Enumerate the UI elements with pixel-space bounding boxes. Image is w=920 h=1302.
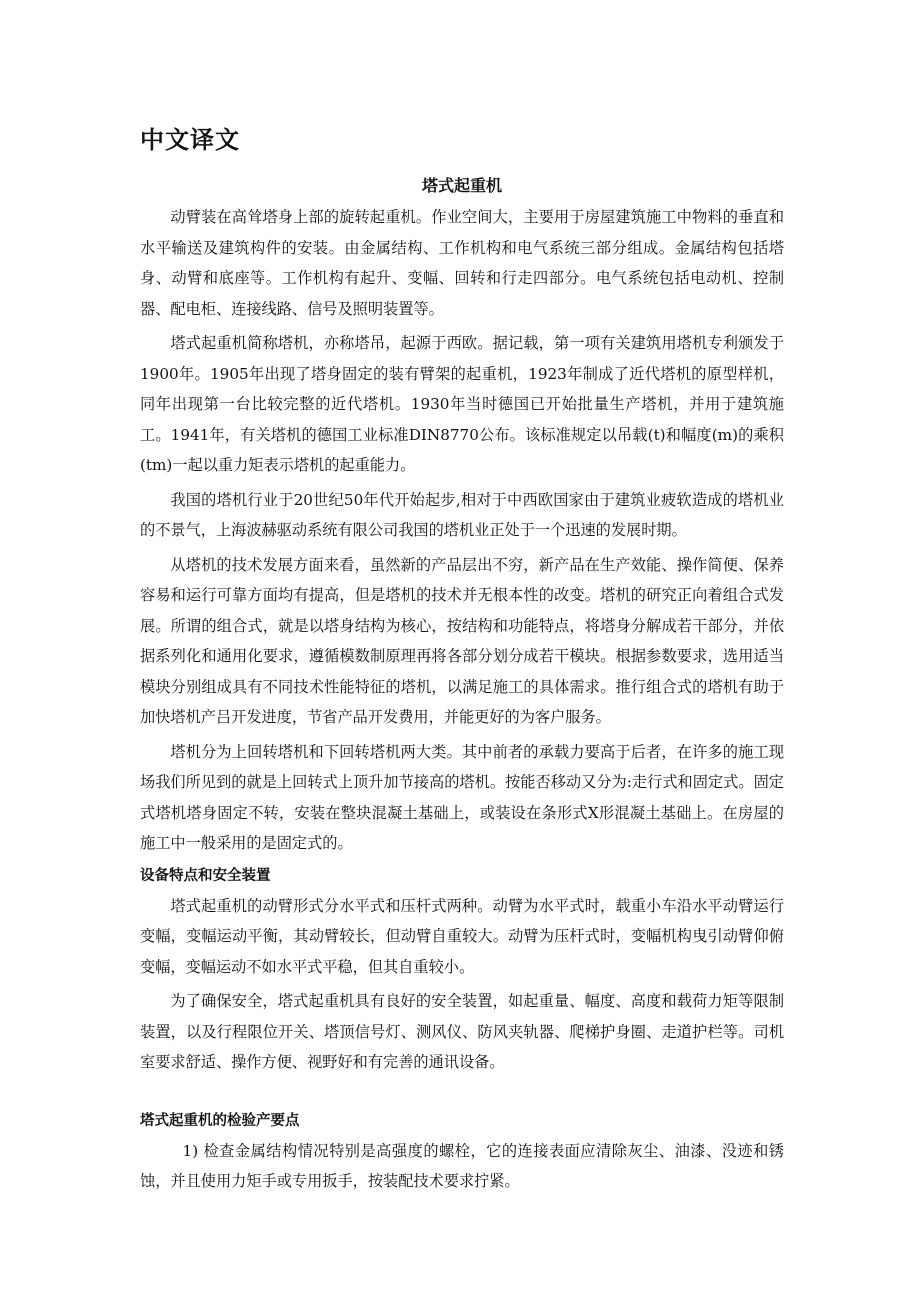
intro-paragraph-4: 从塔机的技术发展方面来看，虽然新的产品层出不穷，新产品在生产效能、操作简便、保养容易和运行可靠方面均有提高，但是塔机的技术并无根本性的改变。塔机的研究正向着组合式发展。所谓的组合式，就是以塔身结构为核心，按结构和功能特点，将塔身分解成若干部分，并依据系列化和通用化要求，遵循模数制原理再将各部分划分成若干模块。根据参数要求，选用适当模块分别组成具有不同技术性能特征的塔机，以满足施工的具体需求。推行组合式的塔机有助于加快塔机产吕开发进度，节省产品开发费用，并能更好的为客户服务。: [140, 555, 784, 726]
intro-paragraph-1: 动臂装在高耸塔身上部的旋转起重机。作业空间大，主要用于房屋建筑施工中物料的垂直和水平输送及建筑构件的安装。由金属结构、工作机构和电气系统三部分组成。金属结构包括塔身、动臂和底座等。工作机构有起升、变幅、回转和行走四部分。电气系统包括电动机、控制器、配电柜、连接线路、信号及照明装置等。: [140, 208, 784, 318]
intro-paragraph-2: 塔式起重机简称塔机，亦称塔吊，起源于西欧。据记载，第一项有关建筑用塔机专利颁发于1900年。1905年出现了塔身固定的装有臂架的起重机，1923年制成了近代塔机的原型样机，同年出现第一台比较完整的近代塔机。1930年当时德国已开始批量生产塔机，并用于建筑施工。1941年，有关塔机的德国工业标准DIN8770公布。该标准规定以吊载(t)和幅度(m)的乘积(tm)一起以重力矩表示塔机的起重能力。: [140, 334, 784, 474]
inspection-item-1: 1) 检查金属结构情况特别是高强度的螺栓，它的连接表面应清除灰尘、油漆、没迹和锈蚀，并且使用力矩手或专用扳手，按装配技术要求拧紧。: [140, 1141, 784, 1190]
section-heading-features: 设备特点和安全装置: [140, 867, 271, 884]
intro-paragraph-3: 我国的塔机行业于20世纪50年代开始起步,相对于中西欧国家由于建筑业疲软造成的塔机业的不景气，上海波赫驱动系统有限公司我国的塔机业正处于一个迅速的发展时期。: [140, 490, 784, 539]
document-title: 塔式起重机: [421, 176, 502, 195]
document-page: [140, 122, 784, 1201]
features-paragraph-2: 为了确保安全，塔式起重机具有良好的安全装置，如起重量、幅度、高度和载荷力矩等限制装置，以及行程限位开关、塔顶信号灯、测风仪、防风夹轨器、爬梯护身圈、走道护栏等。司机室要求舒适、操作方便、视野好和有完善的通讯设备。: [140, 992, 784, 1071]
intro-paragraph-5: 塔机分为上回转塔机和下回转塔机两大类。其中前者的承载力要高于后者，在许多的施工现场我们所见到的就是上回转式上顶升加节接高的塔机。按能否移动又分为:走行式和固定式。固定式塔机塔身固定不转，安装在整块混凝土基础上，或装设在条形式X形混凝土基础上。在房屋的施工中一般采用的是固定式的。: [140, 742, 784, 852]
features-paragraph-1: 塔式起重机的动臂形式分水平式和压杆式两种。动臂为水平式时，载重小车沿水平动臂运行变幅，变幅运动平衡，其动臂较长，但动臂自重较大。动臂为压杆式时，变幅机构曳引动臂仰俯变幅，变幅运动不如水平式平稳，但其自重较小。: [140, 896, 784, 976]
main-heading: 中文译文: [140, 126, 240, 154]
section-heading-inspection: 塔式起重机的检验产要点: [140, 1112, 300, 1129]
